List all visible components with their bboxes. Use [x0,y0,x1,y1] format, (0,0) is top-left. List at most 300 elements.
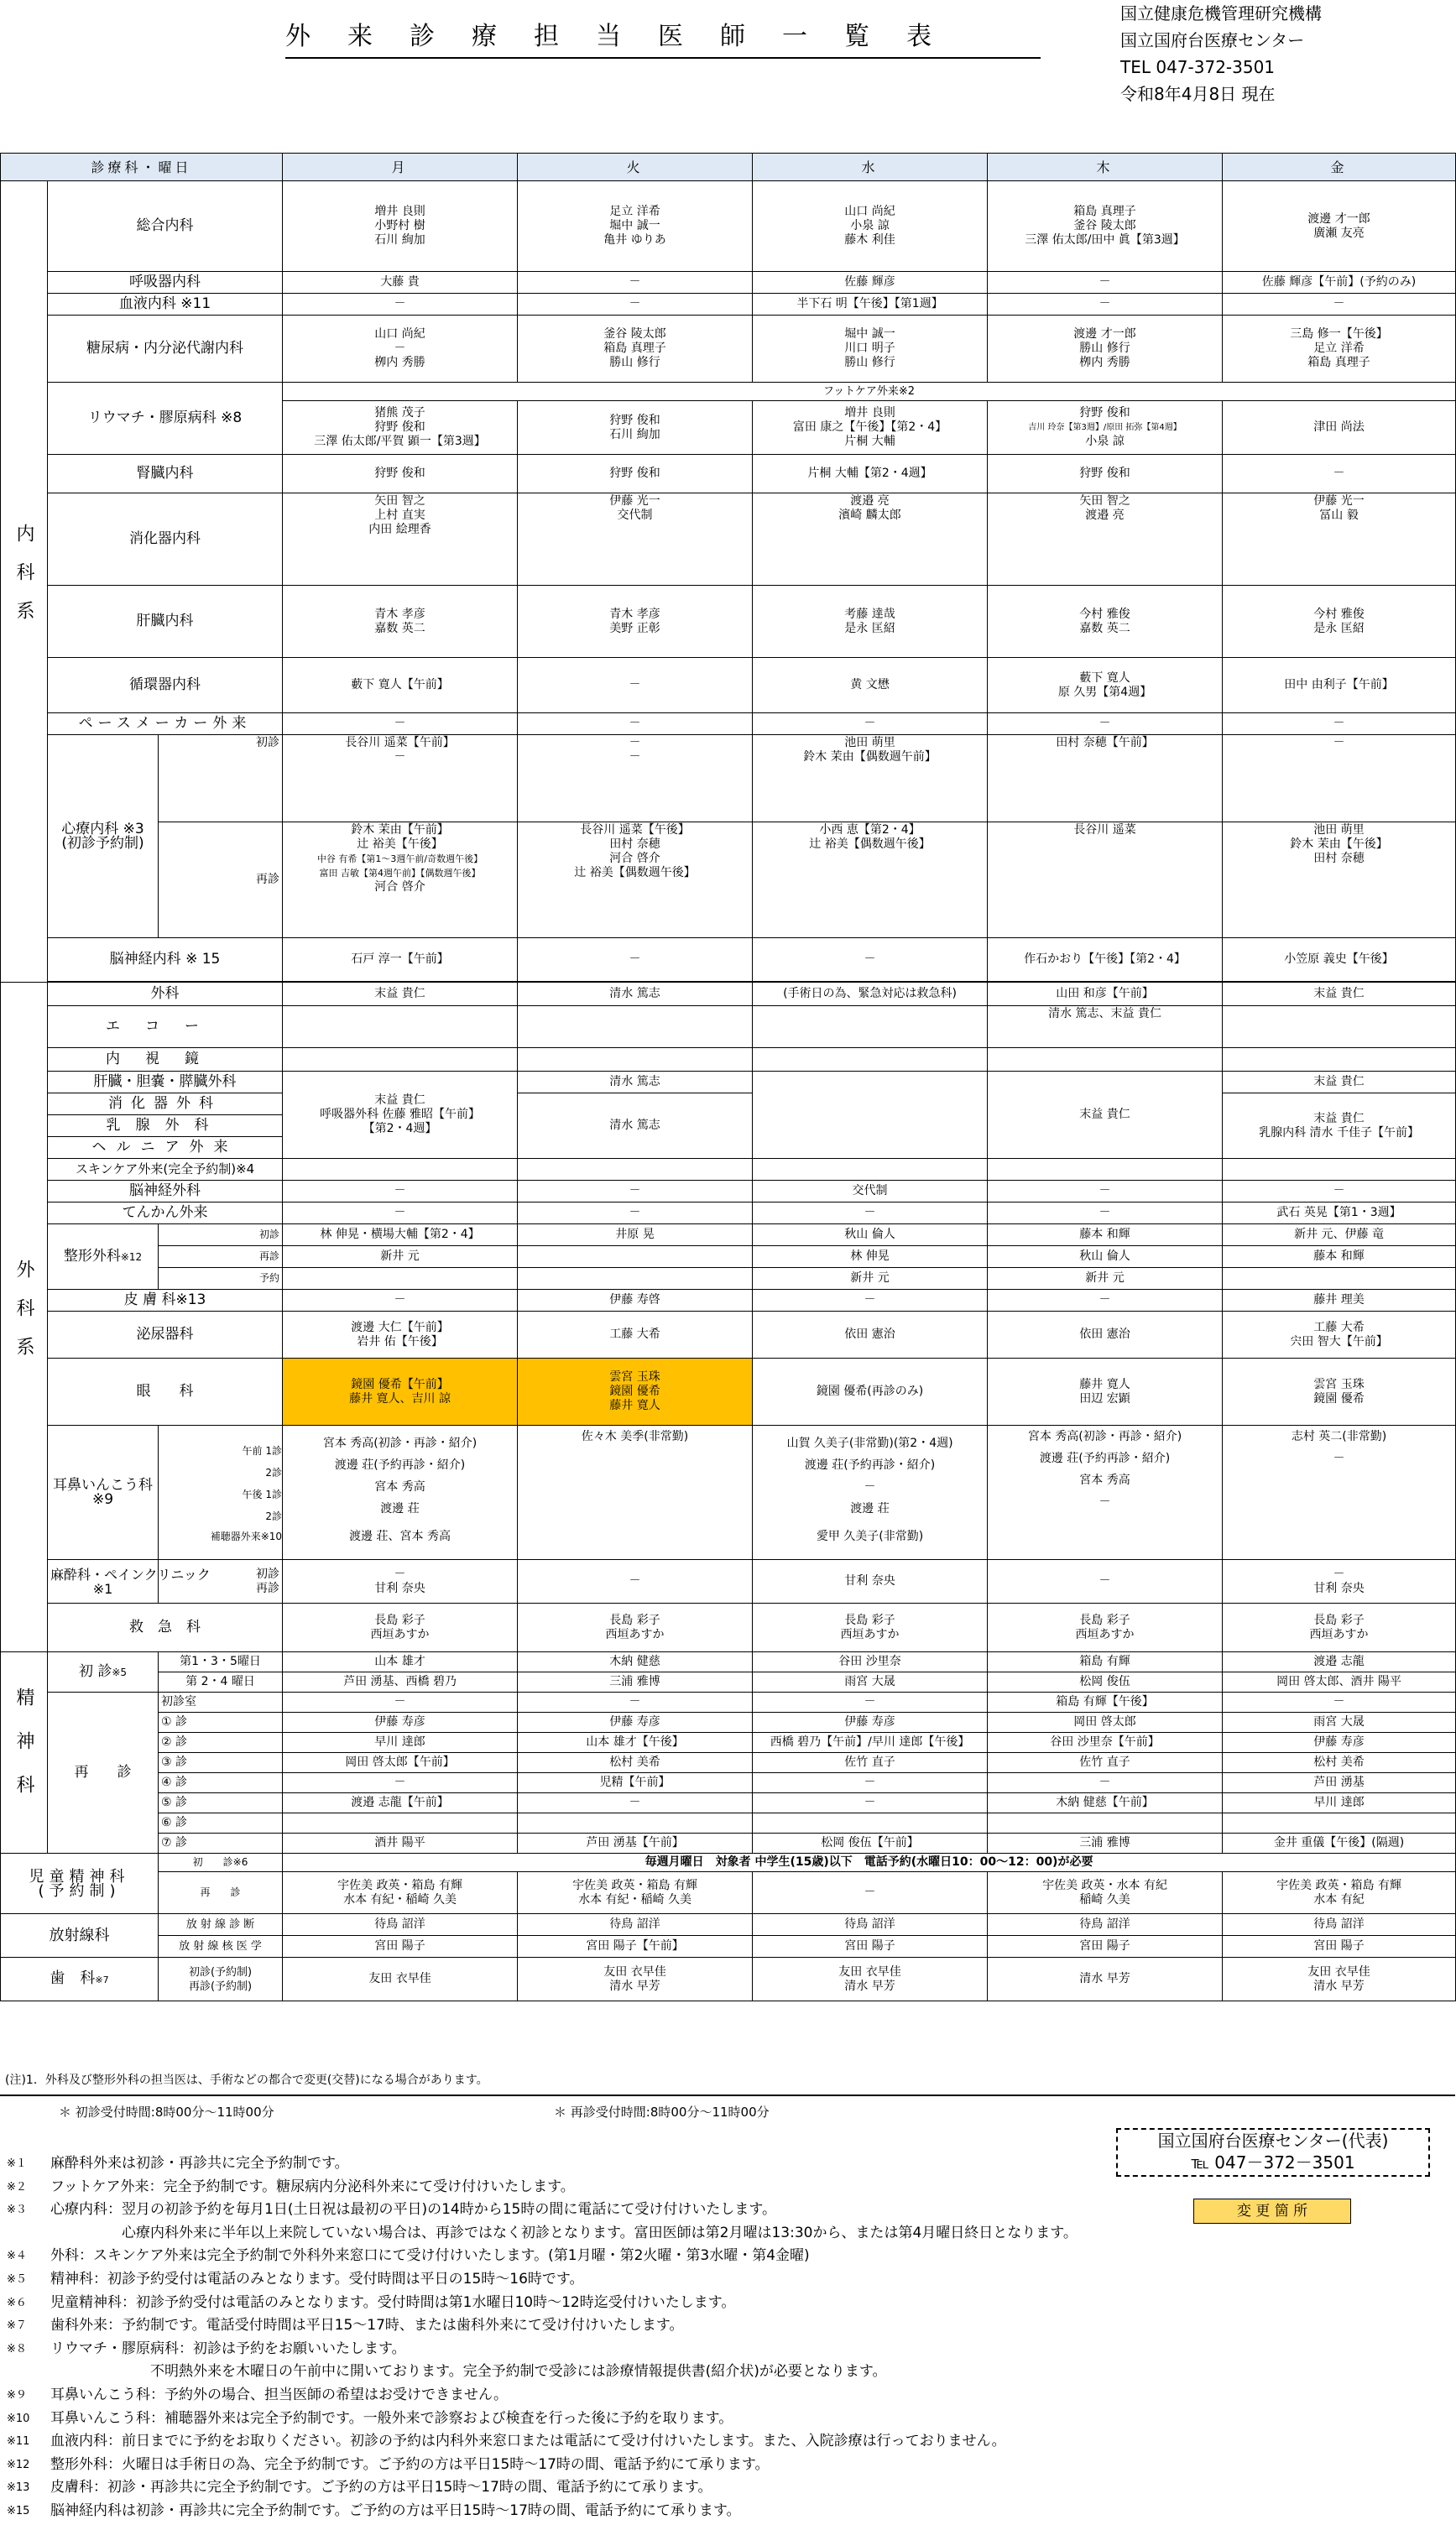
row-shokaki [1,493,1456,586]
footnote: 不明熱外来を木曜日の午前中に開いております。完全予約制で受診には診療情報提供書(紹介状)が必要となります。 [50,2363,887,2381]
cell: 木納 健慈 [518,1652,753,1672]
sub-label: ⑦ 診 [159,1834,283,1854]
col-mon: 月 [283,154,518,181]
cell: 田中 由利子【午前】 [1223,658,1456,713]
cell: 大藤 貴 [283,272,518,294]
category-naika: 内科系 [1,181,48,983]
dept-noshinkeigeka: 脳神経外科 [48,1181,283,1203]
cell [518,1268,753,1290]
org-info [1120,0,1322,107]
sub-label: ⑥ 診 [159,1813,283,1834]
cell: － [518,1203,753,1224]
footnote: ※９ 耳鼻いんこう科：予約外の場合、担当医師の希望はお受けできません。 [7,2386,509,2403]
cell: 作石かおり【午後】【第2・4】 [988,938,1223,982]
cell: 清水 篤志、末益 貴仁 [988,1006,1223,1048]
footnote: 心療内科外来に半年以上来院していない場合は、再診ではなく初診となります。富田医師は第2月曜は13:30から、または第4月曜日終日となります。 [50,2224,1078,2241]
row-shokakigeka [1,1093,1456,1115]
dept-pacemaker: ペースメーカー外来 [48,713,283,735]
row-geka [1,983,1456,1006]
contact-name: 国立国府台医療センター(代表) [1157,2131,1389,2151]
cell: 藤本 和輝 [1223,1246,1456,1268]
cell: 半下石 明【午後】【第1週】 [753,294,988,316]
row-ganka [1,1359,1456,1426]
dept-skincare: スキンケア外来(完全予約制)※4 [48,1159,283,1181]
dept-tonyo: 糖尿病・内分泌代謝内科 [48,316,283,383]
row-seikei-2 [1,1246,1456,1268]
row-kanzo [1,586,1456,658]
col-thu: 木 [988,154,1223,181]
page-title: 外来診療担当医師一覧表 [285,15,1041,59]
cell: 交代制 [753,1181,988,1203]
row-hoshasen-1 [1,1914,1456,1936]
cell: 箱島 有輝【午後】 [988,1693,1223,1713]
footnote: ※13 皮膚科：初診・再診共に完全予約制です。ご予約の方は平日15時～17時の間、電話予約にて承ります。 [7,2479,712,2496]
cell: 宇佐美 政英・箱島 有輝 水本 有紀 [1223,1872,1456,1914]
cell: 芦田 湧基、西橋 碧乃 [283,1672,518,1693]
footcare-banner: フットケア外来※2 [283,383,1456,401]
sub-label: 初 診※6 [159,1854,283,1872]
cell: 西橋 碧乃【午前】/早川 達郎【午後】 [753,1733,988,1753]
cell: － [753,1872,988,1914]
row-hinyo [1,1312,1456,1359]
cell: － 甘利 奈央 [1223,1560,1456,1604]
dept-ganka: 眼 科 [48,1359,283,1426]
cell [753,1813,988,1834]
row-jinzo [1,455,1456,493]
cell: 渡邊 才一郎 廣瀬 友亮 [1223,181,1456,272]
dept-kanzo: 肝臓内科 [48,586,283,658]
cell: 佐竹 直子 [753,1753,988,1773]
row-shinryo-re [1,822,1456,938]
cell [753,1006,988,1048]
cell: 伊藤 寿啓 [518,1290,753,1312]
cell: 藪下 寛人【午前】 [283,658,518,713]
contact-tel: ℡ 047－372－3501 [1191,2152,1355,2173]
cell: 秋山 倫人 [988,1246,1223,1268]
cell: 箱島 真理子 釜谷 陵太郎 三澤 佑太郎/田中 眞【第3週】 [988,181,1223,272]
dept-jido: 児童精神科 (予約制) [1,1854,159,1914]
cell [283,1159,518,1181]
cell: 増井 良則 富田 康之【午後】【第2・4】 片桐 大輔 [753,401,988,455]
cell: 山口 尚紀 － 栁内 秀勝 [283,316,518,383]
cell: 伊藤 光一 冨山 毅 [1223,493,1456,586]
cell: － [283,1693,518,1713]
cell: 釜谷 陵太郎 箱島 真理子 勝山 修行 [518,316,753,383]
row-kyukyu [1,1604,1456,1652]
cell: － [988,294,1223,316]
cell: 工藤 大希 [518,1312,753,1359]
cell [518,1246,753,1268]
cell [518,1006,753,1048]
dept-naishikyo: 内視鏡 [48,1048,283,1072]
cell: 長谷川 遥菜【午前】 － [283,735,518,822]
footnote: ※５ 精神科：初診予約受付は電話のみとなります。受付時間は平日の15時～16時です。 [7,2270,584,2288]
cell: 石戸 淳一【午前】 [283,938,518,982]
cell [1223,1159,1456,1181]
col-tue: 火 [518,154,753,181]
cell: 津田 尚法 [1223,401,1456,455]
cell: 秋山 倫人 [753,1224,988,1246]
cell: － [753,1693,988,1713]
cell: 芦田 湧基 [1223,1773,1456,1793]
cell: 宮田 陽子 [988,1936,1223,1958]
row-seishin-s4 [1,1773,1456,1793]
cell: － [753,1793,988,1813]
footnote: ※15 脳神経内科は初診・再診共に完全予約制です。ご予約の方は平日15時～17時の間、電話予約にて承ります。 [7,2502,741,2519]
cell: 甘利 奈央 [753,1560,988,1604]
cell: 足立 洋希 堀中 誠一 亀井 ゆりあ [518,181,753,272]
footnote: ※10 耳鼻いんこう科：補聴器外来は完全予約制です。一般外来で診察および検査を行った後に予約を取ります。 [7,2409,733,2427]
cell: 伊藤 寿彦 [283,1713,518,1733]
cell: 三島 修一【午後】 足立 洋希 箱島 真理子 [1223,316,1456,383]
footnotes [7,2152,1433,2523]
dept-seishin-saishin: 再 診 [48,1693,159,1854]
cell: 松岡 俊伍【午前】 [753,1834,988,1854]
dept-masui: 麻酔科・ペインクリニック ※1 [48,1560,159,1604]
cell [518,1813,753,1834]
footnote: ※４ 外科：スキンケア外来は完全予約制で外科外来窓口にて受け付けいたします。(第1月曜・第2火曜・第3水曜・第4金曜) [7,2247,810,2265]
cell [518,1159,753,1181]
cell: 清水 篤志 [518,1072,753,1093]
cell: 井原 晃 [518,1224,753,1246]
cell: 藤井 寛人 田辺 宏顕 [988,1359,1223,1426]
sub-first: 初診 [159,735,283,822]
cell: 堀中 誠一 川口 明子 勝山 修行 [753,316,988,383]
dept-hinyo: 泌尿器科 [48,1312,283,1359]
sub-label: 初診 [159,1224,283,1246]
cell: － [283,294,518,316]
cell: 児精【午前】 [518,1773,753,1793]
sub-label: 放 射 線 診 断 [159,1914,283,1936]
sub-label: 初診室 [159,1693,283,1713]
dept-hernia: ヘルニア外来 [48,1137,283,1159]
row-hoshasen-2 [1,1936,1456,1958]
sub-label: 再 診 [159,1872,283,1914]
row-shinryo-first [1,735,1456,822]
sub-label: 第 2・4 曜日 [159,1672,283,1693]
cell: 宇佐美 政英・箱島 有輝 水本 有紀・稲崎 久美 [518,1872,753,1914]
dept-seikei: 整形外科※12 [48,1224,159,1290]
row-kokyuki [1,272,1456,294]
cell: 早川 達郎 [283,1733,518,1753]
row-skincare [1,1159,1456,1181]
cell: 工藤 大希 宍田 智大【午前】 [1223,1312,1456,1359]
dept-echo: エコー [48,1006,283,1048]
cell: － [518,272,753,294]
cell: － － [518,735,753,822]
cell-highlight: 鏡園 優希【午前】 藤井 寛人、吉川 諒 [283,1359,518,1426]
cell: － [988,1773,1223,1793]
cell: 藤本 和輝 [988,1224,1223,1246]
cell: － [1223,1181,1456,1203]
cell: 酒井 陽平 [283,1834,518,1854]
cell: 新井 元 [753,1268,988,1290]
cell: － [988,1290,1223,1312]
header-row [1,154,1456,181]
cell: 長島 彩子 西垣あすか [283,1604,518,1652]
row-seishin-2 [1,1672,1456,1693]
row-kantan [1,1072,1456,1093]
cell: 長島 彩子 西垣あすか [518,1604,753,1652]
cell: 三浦 雅博 [988,1834,1223,1854]
row-seishin-1 [1,1652,1456,1672]
cell: － [283,1773,518,1793]
cell: 清水 篤志 [518,983,753,1006]
cell: 猪熊 茂子 狩野 俊和 三澤 佑太郎/平賀 顕一【第3週】 [283,401,518,455]
dept-seishin-shoshin: 初 診※5 [48,1652,159,1693]
cell: － [753,1773,988,1793]
org-name: 国立健康危機管理研究機構 [1120,3,1322,23]
cell: 池田 萌里 鈴木 茉由【偶数週午前】 [753,735,988,822]
cell: 末益 貴仁 [988,1072,1223,1159]
dept-junkanki: 循環器内科 [48,658,283,713]
cell: － [518,658,753,713]
cell: 箱島 有輝 [988,1652,1223,1672]
row-seishin-s1 [1,1713,1456,1733]
cell: 清水 篤志 [518,1093,753,1159]
cell: － [988,713,1223,735]
sub-label: ⑤ 診 [159,1793,283,1813]
cell: 渡邉 亮 濱崎 麟太郎 [753,493,988,586]
cell: 谷田 沙里奈 [753,1652,988,1672]
cell: 新井 元、伊藤 竜 [1223,1224,1456,1246]
col-fri: 金 [1223,154,1456,181]
cell: 鈴木 茉由【午前】 辻 裕美【午後】 中谷 有希【第1～3週午前/奇数週午後】 富田 吉敏【第4週午前】【偶数週午後】 河合 啓介 [283,822,518,938]
dept-tenkan: てんかん外来 [48,1203,283,1224]
footnote: ※７ 歯科外来：予約制です。電話受付時間は平日15～17時、または歯科外来にて受け付けいたします。 [7,2317,684,2335]
cell [283,1813,518,1834]
dept-noshinkei: 脳神経内科 ※ 15 [48,938,283,982]
cell: 増井 良則 小野村 樹 石川 絢加 [283,181,518,272]
cell: 待鳥 詔洋 [283,1914,518,1936]
cell: 末益 貴仁 [1223,983,1456,1006]
cell: 末益 貴仁 乳腺内科 清水 千佳子【午前】 [1223,1093,1456,1159]
cell: 待鳥 詔洋 [753,1914,988,1936]
cell: 渡邉 志龍【午前】 [283,1793,518,1813]
sub-re: 再診 [159,822,283,938]
sub-label: 初診(予約制) 再診(予約制) [159,1958,283,2001]
dept-hoshasen: 放射線科 [1,1914,159,1958]
footnote: ※６ 児童精神科：初診予約受付は電話のみとなります。受付時間は第1水曜日10時～12時迄受付けいたします。 [7,2293,736,2311]
cell: 鏡園 優希(再診のみ) [753,1359,988,1426]
cell: 矢田 智之 渡邉 亮 [988,493,1223,586]
cell: 長島 彩子 西垣あすか [753,1604,988,1652]
row-noshinkeigeka [1,1181,1456,1203]
cell [988,1048,1223,1072]
cell: 長谷川 遥菜【午後】 田村 奈穂 河合 啓介 辻 裕美【偶数週午後】 [518,822,753,938]
dept-ryumachi: リウマチ・膠原病科 ※8 [48,383,283,455]
dept-kyukyu: 救 急 科 [48,1604,283,1652]
cell: 黄 文懋 [753,658,988,713]
dept-shokaki: 消化器内科 [48,493,283,586]
tel: TEL 047-372-3501 [1120,57,1276,77]
cell: 小西 恵【第2・4】 辻 裕美【偶数週午後】 [753,822,988,938]
cell: 谷田 沙里奈【午前】 [988,1733,1223,1753]
cell: － [518,1793,753,1813]
cell: 新井 元 [283,1246,518,1268]
cell [518,1048,753,1072]
cell: 田村 奈穂【午前】 [988,735,1223,822]
cell: 依田 憲治 [753,1312,988,1359]
cell: 岡田 啓太郎【午前】 [283,1753,518,1773]
cell: 佐々木 美季(非常勤) [518,1426,753,1560]
sub-label: ③ 診 [159,1753,283,1773]
jibi-sublabels: 午前 1診 2診 午後 1診 2診 補聴器外来※10 [159,1426,283,1560]
cell: (手術日の為、緊急対応は救急科) [753,983,988,1006]
dept-jinzo: 腎臓内科 [48,455,283,493]
sub-label: ② 診 [159,1733,283,1753]
cell: 長谷川 遥菜 [988,822,1223,938]
cell: － 甘利 奈央 [283,1560,518,1604]
cell: 林 伸晃・横場大輔【第2・4】 [283,1224,518,1246]
cell: 藪下 寛人 原 久男【第4週】 [988,658,1223,713]
cell: 友田 衣早佳 清水 早芳 [1223,1958,1456,2001]
cell: 佐藤 輝彦【午前】(予約のみ) [1223,272,1456,294]
cell: 待鳥 詔洋 [988,1914,1223,1936]
cell: 宮田 陽子 [1223,1936,1456,1958]
cell: 今村 雅俊 是永 匡紹 [1223,586,1456,658]
cell: － [753,1290,988,1312]
cell: － [753,1203,988,1224]
row-ketsueki [1,294,1456,316]
cell: 片桐 大輔【第2・4週】 [753,455,988,493]
row-jibi [1,1426,1456,1560]
cell [753,1159,988,1181]
dept-shokakigeka: 消化器外科 [48,1093,283,1115]
row-tenkan [1,1203,1456,1224]
sub-label: 第1・3・5曜日 [159,1652,283,1672]
footnote: ※３ 心療内科：翌月の初診予約を毎月1日(土日祝は最初の平日)の14時から15時の間に電話にて受け付けいたします。 [7,2201,776,2219]
cell: 待鳥 詔洋 [518,1914,753,1936]
row-seikei-3 [1,1268,1456,1290]
cell: 清水 早芳 [988,1958,1223,2001]
cell [1223,1048,1456,1072]
cell: 岡田 啓太郎、酒井 陽平 [1223,1672,1456,1693]
cell: 松岡 俊伍 [988,1672,1223,1693]
cell: － [283,1203,518,1224]
row-seishin-s5 [1,1793,1456,1813]
cell: － [1223,713,1456,735]
cell [1223,1006,1456,1048]
dept-shika: 歯 科※7 [1,1958,159,2001]
cell [283,1048,518,1072]
cell: － [753,938,988,982]
cell: － [1223,1693,1456,1713]
cell: 末益 貴仁 呼吸器外科 佐藤 雅昭【午前】 【第2・4週】 [283,1072,518,1159]
row-echo [1,1006,1456,1048]
cell: 宮田 陽子 [753,1936,988,1958]
cell: 雲宮 玉珠 鏡園 優希 [1223,1359,1456,1426]
cell [1223,1813,1456,1834]
dept-kantan: 肝臓・胆嚢・膵臓外科 [48,1072,283,1093]
sub-label: 再診 [159,1246,283,1268]
cell: 伊藤 寿彦 [518,1713,753,1733]
row-noshinkei [1,938,1456,982]
cell: 狩野 俊和 [283,455,518,493]
cell: － [518,713,753,735]
sub-label: ① 診 [159,1713,283,1733]
sub-label: 放 射 線 核 医 学 [159,1936,283,1958]
row-jido-2 [1,1872,1456,1914]
cell: － [518,1693,753,1713]
row-seikei-1 [1,1224,1456,1246]
row-seishin-s0 [1,1693,1456,1713]
as-of-date: 令和8年4月8日 現在 [1120,84,1276,104]
change-legend: 変 更 箇 所 [1193,2199,1351,2224]
masui-sub: 初診 再診 [159,1560,283,1604]
cell: 狩野 俊和 [988,455,1223,493]
row-seishin-s3 [1,1753,1456,1773]
cell: － [1223,735,1456,822]
cell: 宮本 秀高(初診・再診・紹介) 渡邊 荘(予約再診・紹介) 宮本 秀高 渡邊 荘 渡邊 荘、宮本 秀高 [283,1426,518,1560]
footnote: ※12 整形外科：火曜日は手術日の為、完全予約制です。ご予約の方は平日15時～17時の間、電話予約にて承ります。 [7,2455,770,2473]
cell: 渡邊 大仁【午前】 岩井 佑【午後】 [283,1312,518,1359]
cell: － [1223,455,1456,493]
cell [283,1006,518,1048]
cell-highlight: 雲宮 玉珠 鏡園 優希 藤井 寛人 [518,1359,753,1426]
cell: 佐藤 輝彦 [753,272,988,294]
cell: 山本 雄才 [283,1652,518,1672]
cell: － [753,713,988,735]
cell: 小笠原 義史【午後】 [1223,938,1456,982]
category-geka: 外科系 [1,983,48,1652]
dept-shinryo: 心療内科 ※3 (初診予約制) [48,735,159,938]
cell: 長島 彩子 西垣あすか [1223,1604,1456,1652]
cell: 狩野 俊和 [518,455,753,493]
row-seishin-s6 [1,1813,1456,1834]
cell: 矢田 智之 上村 直実 内田 絵理香 [283,493,518,586]
cell: － [283,1290,518,1312]
cell [753,1048,988,1072]
jido-banner: 毎週月曜日 対象者 中学生(15歳)以下 電話予約(水曜日10：00～12：00)が必要 [283,1854,1456,1872]
dept-ketsueki: 血液内科 ※11 [48,294,283,316]
cell: － [518,938,753,982]
cell: 雨宮 大晟 [1223,1713,1456,1733]
cell: － [283,713,518,735]
cell: 山田 和彦【午前】 [988,983,1223,1006]
row-masui [1,1560,1456,1604]
cell: 伊藤 寿彦 [753,1713,988,1733]
cell: 友田 衣早佳 [283,1958,518,2001]
cell [1223,1268,1456,1290]
row-tonyo [1,316,1456,383]
cell: 渡邊 才一郎 勝山 修行 栁内 秀勝 [988,316,1223,383]
cell [988,1813,1223,1834]
cell: 渡邉 志龍 [1223,1652,1456,1672]
footnote: ※８ リウマチ・膠原病科：初診は予約をお願いいたします。 [7,2340,406,2357]
dept-nyusen: 乳腺外科 [48,1115,283,1137]
cell: － [988,1181,1223,1203]
cell: 岡田 啓太郎 [988,1713,1223,1733]
cell: 山本 雄才【午後】 [518,1733,753,1753]
cell: 金井 重儀【午後】(隔週) [1223,1834,1456,1854]
cell: 末益 貴仁 [1223,1072,1456,1093]
hospital-name: 国立国府台医療センター [1120,30,1305,50]
cell: 待鳥 詔洋 [1223,1914,1456,1936]
cell: 考藤 達哉 是永 匡紹 [753,586,988,658]
cell: 山賀 久美子(非常勤)(第2・4週) 渡邊 荘(予約再診・紹介) － 渡邊 荘 愛甲 久美子(非常勤) [753,1426,988,1560]
cell: － [988,272,1223,294]
cell: 佐竹 直子 [988,1753,1223,1773]
cell: 長島 彩子 西垣あすか [988,1604,1223,1652]
cell: 伊藤 寿彦 [1223,1733,1456,1753]
cell: 山口 尚紀 小泉 諒 藤木 利佳 [753,181,988,272]
cell: － [518,294,753,316]
cell: 早川 達郎 [1223,1793,1456,1813]
cell: 友田 衣早佳 清水 早芳 [518,1958,753,2001]
cell [753,1072,988,1159]
dept-jibi: 耳鼻いんこう科 ※9 [48,1426,159,1560]
